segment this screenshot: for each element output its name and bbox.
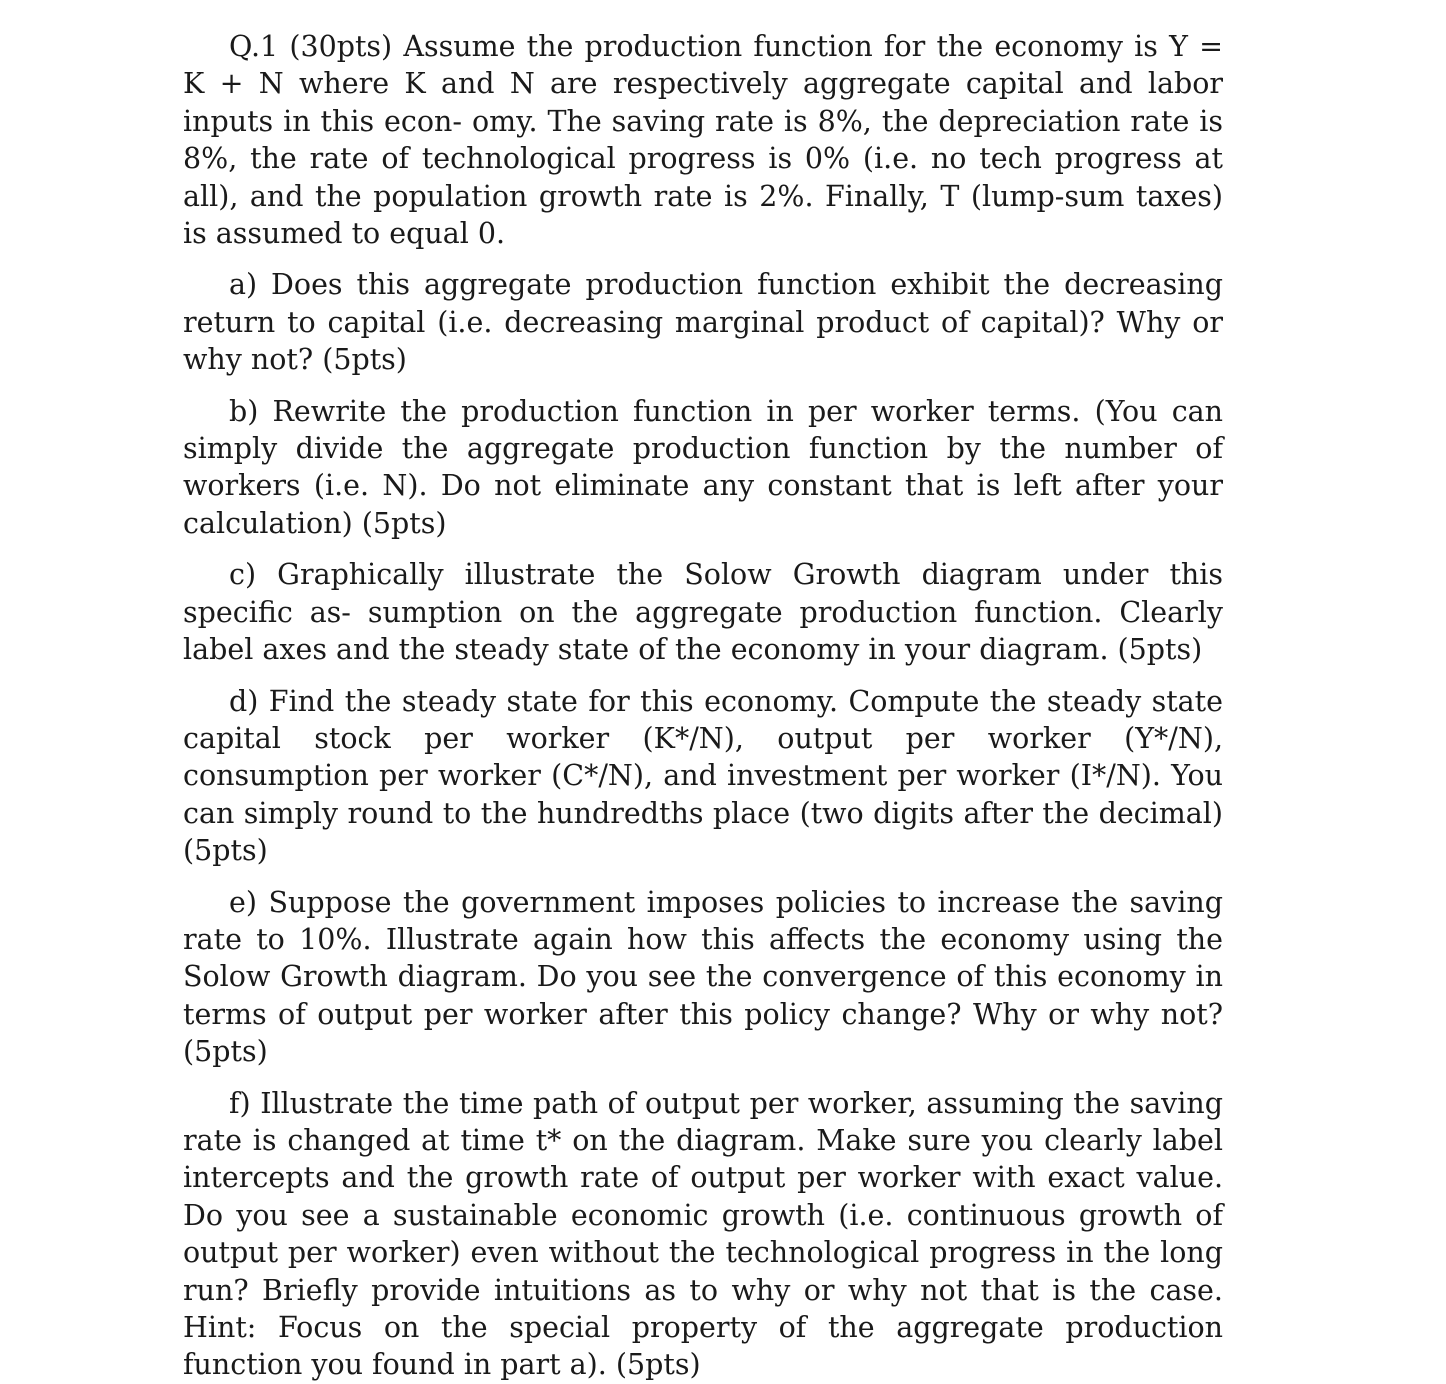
part-f-line-6: or why not that is the case. Hint: Focus on the special property of the aggregate bbox=[183, 1273, 1223, 1344]
part-c-line-2: sumption on the aggregate production function. Clearly label axes and the bbox=[183, 595, 1223, 667]
part-b bbox=[183, 393, 1223, 543]
part-e-line-4: worker after this policy change? Why or why not? (5pts) bbox=[183, 997, 1223, 1069]
part-d-line-2: stock per worker (K*/N), output per worker (Y*/N), consumption per worker bbox=[183, 721, 1224, 793]
part-b-line-3: Do not eliminate any constant that is left after your calculation) (5pts) bbox=[183, 469, 1223, 540]
question-intro bbox=[183, 28, 1223, 252]
part-d bbox=[183, 683, 1223, 870]
part-d-line-3: (C*/N), and investment per worker (I*/N). You can simply round to the bbox=[183, 759, 1223, 830]
part-c-line-1: c) Graphically illustrate the Solow Growth diagram under this specific as- bbox=[183, 558, 1223, 629]
part-f-line-4: economic growth (i.e. continuous growth of output per worker) even without bbox=[183, 1198, 1223, 1270]
part-d-line-1: d) Find the steady state for this economy. Compute the steady state capital bbox=[183, 684, 1223, 755]
part-f-line-7: production function you found in part a). (5pts) bbox=[183, 1311, 1223, 1382]
part-f-line-3: the growth rate of output per worker with exact value. Do you see a sustainable bbox=[183, 1161, 1224, 1232]
part-d-line-4: hundredths place (two digits after the decimal) (5pts) bbox=[183, 796, 1224, 868]
part-e-line-3: diagram. Do you see the convergence of this economy in terms of output per bbox=[183, 960, 1223, 1031]
part-c bbox=[183, 556, 1223, 668]
document-page bbox=[183, 28, 1223, 1384]
part-b-line-2: divide the aggregate production function by the number of workers (i.e. N). bbox=[183, 432, 1223, 503]
part-a-line-2: capital (i.e. decreasing marginal product of capital)? Why or why not? (5pts) bbox=[183, 305, 1223, 377]
part-e bbox=[183, 884, 1223, 1071]
part-a-line-1: a) Does this aggregate production function exhibit the decreasing return to bbox=[183, 268, 1223, 339]
part-e-line-2: 10%. Illustrate again how this affects the economy using the Solow Growth bbox=[183, 922, 1224, 994]
part-f bbox=[183, 1085, 1223, 1384]
part-c-line-3: steady state of the economy in your diagram. (5pts) bbox=[454, 633, 1203, 667]
intro-line-2: where K and N are respectively aggregate capital and labor inputs in this econ- bbox=[183, 67, 1224, 138]
intro-line-4: progress is 0% (i.e. no tech progress at all), and the population growth rate is bbox=[183, 142, 1223, 213]
intro-line-5: 2%. Finally, T (lump-sum taxes) is assumed to equal 0. bbox=[183, 179, 1223, 251]
part-a bbox=[183, 266, 1223, 378]
intro-line-3: omy. The saving rate is 8%, the depreciation rate is 8%, the rate of technological bbox=[183, 104, 1224, 176]
part-b-line-1: b) Rewrite the production function in per worker terms. (You can simply bbox=[183, 394, 1223, 466]
part-e-line-1: e) Suppose the government imposes policies to increase the saving rate to bbox=[183, 885, 1223, 956]
part-f-line-5: the technological progress in the long run? Briefly provide intuitions as to why bbox=[183, 1236, 1223, 1307]
intro-line-1: Assume the production function for the economy is Y = K + N bbox=[183, 30, 1223, 101]
question-label: Q.1 (30pts) bbox=[229, 30, 393, 63]
part-f-line-2: changed at time t* on the diagram. Make sure you clearly label intercepts and bbox=[183, 1123, 1223, 1195]
part-f-line-1: f) Illustrate the time path of output per worker, assuming the saving rate is bbox=[183, 1086, 1223, 1157]
